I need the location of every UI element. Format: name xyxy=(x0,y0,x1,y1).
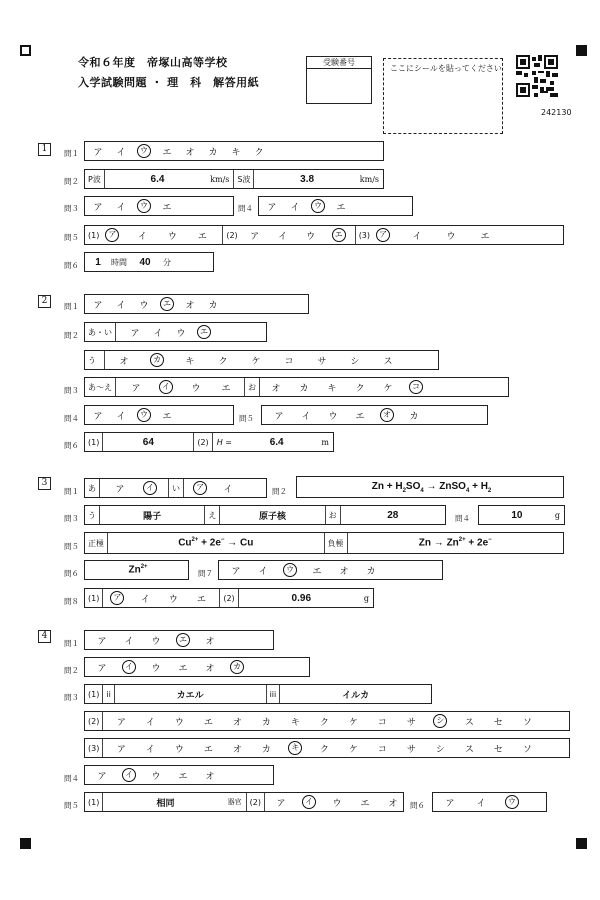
height-symbol: H = xyxy=(216,437,232,447)
option[interactable]: カ xyxy=(208,147,218,158)
s2-q4-answer[interactable] xyxy=(84,405,234,425)
s3-q7-label: 問７ xyxy=(198,569,213,578)
option[interactable]: ア xyxy=(250,231,260,242)
s1-q5-answer[interactable] xyxy=(84,225,564,245)
option-circled[interactable]: カ xyxy=(227,660,247,674)
o-label: お xyxy=(245,378,260,396)
s3-q4-answer[interactable] xyxy=(478,505,565,525)
option[interactable]: オ xyxy=(205,636,215,647)
s1-q1-answer[interactable] xyxy=(84,141,384,161)
s2-q2-u-answer[interactable] xyxy=(84,350,439,370)
s3-q4-unit: g xyxy=(554,510,560,520)
s3-q8-part2-label: (2) xyxy=(220,589,238,607)
option[interactable]: ウ xyxy=(174,717,184,728)
ion-formula: $Zn^{2+}$ xyxy=(128,564,148,576)
option[interactable]: ウ xyxy=(446,231,456,242)
s3-q4-label: 問４ xyxy=(455,514,470,523)
s2-q6-part2-value: 6.4 xyxy=(269,436,284,448)
option[interactable]: オ xyxy=(339,566,349,577)
option[interactable]: ア xyxy=(231,566,241,577)
option[interactable]: オ xyxy=(232,717,242,728)
option[interactable]: ウ xyxy=(306,231,316,242)
s-wave-label: S波 xyxy=(234,170,254,188)
option-circled[interactable]: エ xyxy=(173,633,193,647)
ai-label: あ・い xyxy=(85,323,116,341)
option[interactable]: ア xyxy=(97,636,107,647)
p-wave-value: 6.4 xyxy=(150,173,165,185)
option[interactable]: イ xyxy=(116,202,126,213)
s1-q3-label: 問３ xyxy=(64,204,79,213)
o-label: お xyxy=(326,506,341,524)
option[interactable]: エ xyxy=(162,202,172,213)
option-circled[interactable]: イ xyxy=(156,380,176,394)
u-value: 陽子 xyxy=(143,511,162,522)
s3-q8-unit: g xyxy=(363,593,369,603)
option[interactable]: オ xyxy=(185,147,195,158)
option[interactable]: エ xyxy=(203,744,213,755)
option-circled[interactable]: シ xyxy=(430,714,450,728)
option[interactable]: カ xyxy=(366,566,376,577)
option-circled[interactable]: キ xyxy=(285,741,305,755)
option[interactable]: ソ xyxy=(522,744,532,755)
option[interactable]: オ xyxy=(388,798,398,809)
sticker-label: ここにシールを貼ってください xyxy=(390,64,502,73)
option[interactable]: ウ xyxy=(176,328,186,339)
exam-number-label: 受験番号 xyxy=(307,57,371,69)
option[interactable]: カ xyxy=(261,744,271,755)
s1-q6-label: 問６ xyxy=(64,261,79,270)
option[interactable]: イ xyxy=(258,566,268,577)
s2-q6-part1-value: 64 xyxy=(142,436,154,448)
option[interactable]: ア xyxy=(445,798,455,809)
option[interactable]: ア xyxy=(130,328,140,339)
minutes-value: 40 xyxy=(139,256,151,268)
option[interactable]: エ xyxy=(196,594,206,605)
s4-q6-answer[interactable] xyxy=(432,792,547,812)
option-circled[interactable]: イ xyxy=(119,768,139,782)
s-wave-value: 3.8 xyxy=(300,173,315,185)
option-circled[interactable]: イ xyxy=(299,795,319,809)
s3-q2-equation[interactable] xyxy=(296,476,564,498)
option-circled[interactable]: ウ xyxy=(134,144,154,158)
u-label: う xyxy=(85,351,105,369)
option[interactable]: キ xyxy=(327,383,337,394)
option[interactable]: ケ xyxy=(348,744,358,755)
s3-q5-answer[interactable] xyxy=(84,532,564,554)
s1-q4-label: 問４ xyxy=(238,204,253,213)
option[interactable]: イ xyxy=(140,594,150,605)
qr-code-icon xyxy=(516,55,558,97)
option[interactable]: ク xyxy=(218,356,228,367)
option[interactable]: オ xyxy=(205,663,215,674)
negative-electrode-equation: $Zn \to Zn^{2+} + 2e^-$ xyxy=(418,537,492,549)
option[interactable]: ア xyxy=(274,411,284,422)
negative-electrode-label: 負極 xyxy=(325,533,348,553)
hours-unit: 時間 xyxy=(111,257,127,267)
option[interactable]: サ xyxy=(406,744,416,755)
s2-q5-label: 問５ xyxy=(239,414,254,423)
minutes-unit: 分 xyxy=(163,257,171,267)
option[interactable]: エ xyxy=(312,566,322,577)
s4-q1-answer[interactable] xyxy=(84,630,274,650)
option[interactable]: サ xyxy=(317,356,327,367)
s1-q3-answer[interactable] xyxy=(84,196,234,216)
option-circled[interactable]: ア xyxy=(373,228,393,242)
option[interactable]: イ xyxy=(153,328,163,339)
iii-label: iii xyxy=(267,685,281,703)
option-circled[interactable]: エ xyxy=(329,228,349,242)
s3-q6-answer[interactable] xyxy=(84,560,189,580)
registration-mark-bottom-left xyxy=(20,838,31,849)
section-1-number: 1 xyxy=(38,143,51,156)
option[interactable]: オ xyxy=(185,300,195,311)
s3-q2-label: 問２ xyxy=(272,487,287,496)
s4-q3-part3-label: (3) xyxy=(85,739,103,757)
option[interactable]: キ xyxy=(185,356,195,367)
option[interactable]: ウ xyxy=(174,744,184,755)
s4-q5-part2-label: (2) xyxy=(247,793,265,811)
option[interactable]: ク xyxy=(319,744,329,755)
s-wave-unit: km/s xyxy=(359,174,379,184)
s4-q4-answer[interactable] xyxy=(84,765,274,785)
option-circled[interactable]: エ xyxy=(157,297,177,311)
s4-q5-part1-value: 相同 xyxy=(156,798,175,809)
section-4-number: 4 xyxy=(38,630,51,643)
s4-q3-part2-label: (2) xyxy=(85,712,103,730)
s1-q5-part3-label: (3) xyxy=(358,230,371,240)
option[interactable]: イ xyxy=(412,231,422,242)
option[interactable]: セ xyxy=(493,744,503,755)
option[interactable]: オ xyxy=(119,356,129,367)
positive-electrode-equation: $Cu^{2+} + 2e^- \to Cu$ xyxy=(178,537,254,549)
option[interactable]: エ xyxy=(336,202,346,213)
option[interactable]: ア xyxy=(93,147,103,158)
option[interactable]: エ xyxy=(355,411,365,422)
option-circled[interactable]: ウ xyxy=(280,563,300,577)
option[interactable]: オ xyxy=(205,771,215,782)
s1-q2-answer[interactable] xyxy=(84,169,384,189)
option[interactable]: エ xyxy=(178,663,188,674)
option[interactable]: ア xyxy=(276,798,286,809)
option-circled[interactable]: ウ xyxy=(308,199,328,213)
s3-q3-label: 問３ xyxy=(64,514,79,523)
s2-q3-label: 問３ xyxy=(64,386,79,395)
s2-q1-answer[interactable] xyxy=(84,294,309,314)
option[interactable]: イ xyxy=(290,202,300,213)
e-value: 原子核 xyxy=(258,511,286,522)
sticker-area xyxy=(383,58,503,134)
s2-q4-label: 問４ xyxy=(64,414,79,423)
s3-q7-answer[interactable] xyxy=(218,560,443,580)
positive-electrode-label: 正極 xyxy=(85,533,108,553)
option[interactable]: ク xyxy=(254,147,264,158)
option[interactable]: キ xyxy=(290,717,300,728)
option-circled[interactable]: ウ xyxy=(134,199,154,213)
s4-q3-label: 問３ xyxy=(64,693,79,702)
s2-q3-answer[interactable] xyxy=(84,377,509,397)
s4-q5-part1-label: (1) xyxy=(85,793,103,811)
option-circled[interactable]: カ xyxy=(147,353,167,367)
s2-q1-label: 問１ xyxy=(64,302,79,311)
s4-q3-part1-label: (1) xyxy=(85,685,103,703)
option[interactable]: カ xyxy=(299,383,309,394)
option[interactable]: シ xyxy=(350,356,360,367)
p-wave-unit: km/s xyxy=(210,174,230,184)
option[interactable]: イ xyxy=(223,484,233,495)
option[interactable]: ア xyxy=(93,300,103,311)
s3-q1-answer[interactable] xyxy=(84,478,267,498)
s4-q5-label: 問５ xyxy=(64,801,79,810)
s2-q6-part2-label: (2) xyxy=(194,433,212,451)
option[interactable]: イ xyxy=(137,231,147,242)
s3-q5-label: 問５ xyxy=(64,542,79,551)
s2-q2-label: 問２ xyxy=(64,331,79,340)
option[interactable]: ウ xyxy=(151,663,161,674)
s4-q5-part1-unit: 器官 xyxy=(227,798,242,806)
option[interactable]: イ xyxy=(145,717,155,728)
s4-q3-part3-answer[interactable] xyxy=(84,738,570,758)
option[interactable]: ス xyxy=(383,356,393,367)
registration-mark-top-left xyxy=(20,45,31,56)
option-circled[interactable]: コ xyxy=(406,380,426,394)
option[interactable]: エ xyxy=(178,771,188,782)
option[interactable]: コ xyxy=(377,717,387,728)
s4-q6-label: 問６ xyxy=(410,801,425,810)
i-label: い xyxy=(169,479,184,497)
option[interactable]: シ xyxy=(435,744,445,755)
option[interactable]: ウ xyxy=(328,411,338,422)
section-2-number: 2 xyxy=(38,295,51,308)
reaction-equation: $Zn + H_2SO_4$ → ZnSO$_4$ + $H_2$ xyxy=(371,480,492,494)
option[interactable]: ウ xyxy=(139,300,149,311)
registration-mark-top-right xyxy=(576,45,587,56)
s4-q3-part1-answer[interactable] xyxy=(84,684,432,704)
a-label: あ xyxy=(85,479,100,497)
p-wave-label: P波 xyxy=(85,170,105,188)
s1-q1-label: 問１ xyxy=(64,149,79,158)
s1-q5-part1-label: (1) xyxy=(88,230,100,240)
option-circled[interactable]: イ xyxy=(119,660,139,674)
option[interactable]: ク xyxy=(355,383,365,394)
option[interactable]: ア xyxy=(267,202,277,213)
s2-q6-answer[interactable] xyxy=(84,432,334,452)
option[interactable]: ス xyxy=(464,744,474,755)
s2-q6-part1-label: (1) xyxy=(85,433,103,451)
form-code: 242130 xyxy=(541,108,572,117)
option[interactable]: カ xyxy=(208,300,218,311)
s1-q6-answer[interactable] xyxy=(84,252,214,272)
option[interactable]: ケ xyxy=(251,356,261,367)
option[interactable]: ア xyxy=(116,717,126,728)
s3-q3-answer[interactable] xyxy=(84,505,446,525)
option[interactable]: ア xyxy=(116,744,126,755)
option[interactable]: カ xyxy=(261,717,271,728)
option[interactable]: エ xyxy=(221,383,231,394)
registration-mark-bottom-right xyxy=(576,838,587,849)
option[interactable]: イ xyxy=(476,798,486,809)
s4-q2-answer[interactable] xyxy=(84,657,310,677)
s3-q8-value: 0.96 xyxy=(291,592,312,604)
option[interactable]: イ xyxy=(116,147,126,158)
s4-q3-part2-answer[interactable] xyxy=(84,711,570,731)
option[interactable]: ウ xyxy=(151,771,161,782)
hours-value: 1 xyxy=(95,256,101,268)
option[interactable]: カ xyxy=(409,411,419,422)
header-title-line2: 入学試験問題 ・ 理 科 解答用紙 xyxy=(78,76,260,89)
exam-number-box[interactable] xyxy=(306,56,372,104)
option[interactable]: ウ xyxy=(167,231,177,242)
header-title-line1: 令和６年度 帝塚山高等学校 xyxy=(78,56,228,69)
ae-label: あ～え xyxy=(85,378,116,396)
s3-q8-answer[interactable] xyxy=(84,588,374,608)
option[interactable]: セ xyxy=(493,717,503,728)
option[interactable]: ソ xyxy=(522,717,532,728)
s2-q6-label: 問６ xyxy=(64,441,79,450)
option[interactable]: エ xyxy=(480,231,490,242)
section-3-number: 3 xyxy=(38,477,51,490)
option-circled[interactable]: オ xyxy=(377,408,397,422)
s4-q1-label: 問１ xyxy=(64,639,79,648)
option[interactable]: ア xyxy=(93,411,103,422)
option[interactable]: ア xyxy=(93,202,103,213)
option[interactable]: ク xyxy=(319,717,329,728)
s4-q2-label: 問２ xyxy=(64,666,79,675)
s2-q5-answer[interactable] xyxy=(261,405,488,425)
option[interactable]: ア xyxy=(131,383,141,394)
option[interactable]: ア xyxy=(115,484,125,495)
s1-q2-label: 問２ xyxy=(64,177,79,186)
s4-q5-answer[interactable] xyxy=(84,792,404,812)
option[interactable]: オ xyxy=(232,744,242,755)
o-value: 28 xyxy=(387,509,399,521)
option[interactable]: イ xyxy=(116,300,126,311)
s3-q4-value: 10 xyxy=(511,509,523,521)
option[interactable]: ケ xyxy=(383,383,393,394)
option-circled[interactable]: イ xyxy=(140,481,160,495)
u-label: う xyxy=(85,506,100,524)
s2-q2-ai-answer[interactable] xyxy=(84,322,267,342)
ii-label: ii xyxy=(103,685,114,703)
s3-q1-label: 問１ xyxy=(64,487,79,496)
option[interactable]: ウ xyxy=(151,636,161,647)
option[interactable]: ウ xyxy=(191,383,201,394)
e-label: え xyxy=(205,506,220,524)
option[interactable]: ウ xyxy=(168,594,178,605)
s4-q4-label: 問４ xyxy=(64,774,79,783)
option[interactable]: キ xyxy=(231,147,241,158)
s3-q8-label: 問８ xyxy=(64,597,79,606)
option[interactable]: コ xyxy=(284,356,294,367)
s1-q5-part2-label: (2) xyxy=(226,230,238,240)
option-circled[interactable]: ア xyxy=(102,228,122,242)
s3-q6-label: 問６ xyxy=(64,569,79,578)
option[interactable]: エ xyxy=(162,147,172,158)
option-circled[interactable]: ア xyxy=(107,591,127,605)
option-circled[interactable]: エ xyxy=(194,325,214,339)
option-circled[interactable]: ア xyxy=(190,481,210,495)
option[interactable]: エ xyxy=(203,717,213,728)
s3-q8-part1-label: (1) xyxy=(85,589,103,607)
option-circled[interactable]: ウ xyxy=(502,795,522,809)
s2-q6-part2-unit: m xyxy=(321,437,329,447)
option[interactable]: エ xyxy=(162,411,172,422)
option[interactable]: ア xyxy=(97,771,107,782)
option-circled[interactable]: ウ xyxy=(134,408,154,422)
s1-q5-label: 問５ xyxy=(64,233,79,242)
option[interactable]: サ xyxy=(406,717,416,728)
s1-q4-answer[interactable] xyxy=(258,196,413,216)
option[interactable]: オ xyxy=(271,383,281,394)
option[interactable]: コ xyxy=(377,744,387,755)
option[interactable]: イ xyxy=(124,636,134,647)
option[interactable]: ア xyxy=(97,663,107,674)
iii-value: イルカ xyxy=(342,690,370,701)
option[interactable]: エ xyxy=(197,231,207,242)
option[interactable]: ス xyxy=(464,717,474,728)
option[interactable]: イ xyxy=(301,411,311,422)
option[interactable]: イ xyxy=(116,411,126,422)
option[interactable]: ウ xyxy=(332,798,342,809)
ii-value: カエル xyxy=(176,690,204,701)
option[interactable]: イ xyxy=(145,744,155,755)
option[interactable]: イ xyxy=(278,231,288,242)
option[interactable]: エ xyxy=(360,798,370,809)
option[interactable]: ケ xyxy=(348,717,358,728)
